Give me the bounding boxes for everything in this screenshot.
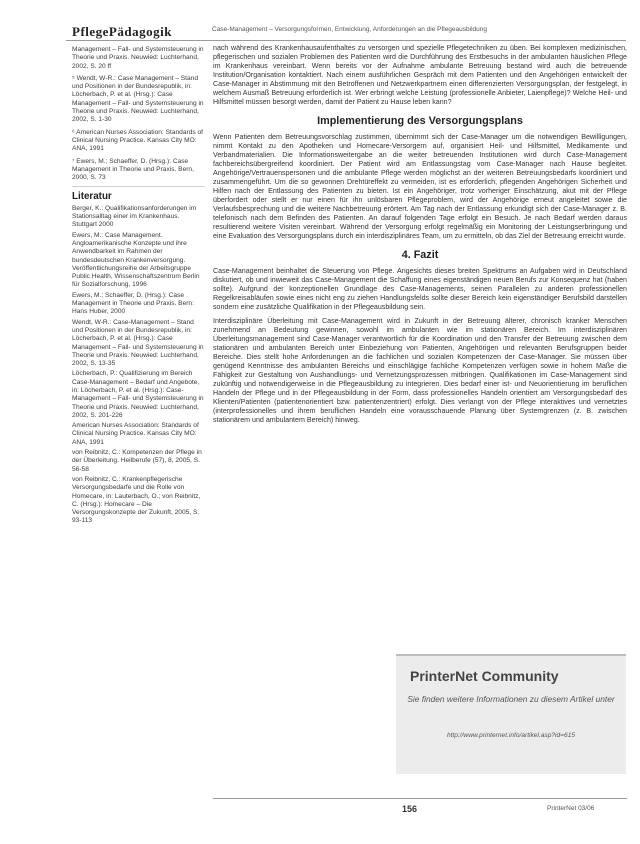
- reference-item: American Nurses Association: Standards of Clinical Nursing Practice. Kansas City MO: ANA, 1991: [72, 422, 199, 446]
- journal-issue: PrinterNet 03/06: [547, 805, 595, 812]
- sidebar-column: [72, 46, 205, 528]
- page-number: 156: [402, 804, 418, 814]
- implementation-paragraph: Wenn Patienten dem Betreuungsvorschlag zustimmen, übernimmt sich der Case-Manager um die notwendigen Bewilligungen, nimmt Kontakt zu den Apotheken und Homecare-Versorgern auf, organisiert Heil- und Hilfsmittel, Medikamente und Verbandmaterialien. Die Informationsweitergabe an die weiter betreuenden Institutionen wird durch Case-Management fachbereichsübergreifend koordiniert. Der Patient wird am Entlassungstag vom Case-Manager nach Hause begleitet. Angehörige/Vertrauenspersonen und die ambulante Pflege werden möglichst an der weiteren Betreuungsbedarfs koordiniert und zusammengeführt. Um die so gewonnen Drehtüreffekt zu vermeiden, ist es erforderlich, pflegenden Angehörigen Sicherheit und Hilfen nach der Entlassung des Patienten zu bieten. Ist ein Angehöriger, trotz vorheriger Einschätzung, akut mit der Pflege überfordert oder stellt er nur einen für ihn unlösbaren Pflegeproblem, wird der Angehörige erneut angeleitet sowie die Verlaufsbesprechung und die weitere Nachbetreuung erörtert. Am Tag nach der Entlassung erkundigt sich der Case-Manager z. B. telefonisch nach dem Befinden des Patienten. An darauf folgenden Tage erfolgt ein Besuch. Je nach Bedarf werden daraus resultierend weitere Visiten vereinbart. Während der Versorgung erfolgt regelmäßig ein Monitoring der Leistungserbringung und eine Evaluation des Versorgungsplans durch ein interdisziplinäres Team, um zu ermitteln, ob das Ziel der Betreuung erreicht wurde.: [213, 133, 627, 240]
- footnote: ⁶ American Nurses Association: Standards of Clinical Nursing Practice. Kansas City MO: ANA, 1991: [72, 128, 203, 153]
- printernet-info-box: [396, 654, 626, 774]
- info-box-title: PrinterNet Community: [410, 668, 559, 684]
- info-box-subtitle: Sie finden weitere Informationen zu diesem Artikel unter: [407, 694, 615, 704]
- info-box-link[interactable]: http://www.printernet.info/artikel.asp?id=615: [446, 732, 576, 739]
- reference-item: Ewers, M.; Schaeffer, D. (Hrsg.): Case Management in Theorie und Praxis. Bern: Hans Huber, 2000: [72, 291, 194, 316]
- literature-heading: Literatur: [72, 186, 205, 201]
- section-heading-fazit: 4. Fazit: [401, 249, 439, 261]
- fazit-paragraph: Interdisziplinäre Überleitung mit Case-Management wird in Zukunft in der Betreuung älterer, chronisch kranker Menschen zunehmend an Bedeutung gewinnen, sowohl im ambulanten wie im stationären Bereich. Im interdisziplinären Überleitungsmanagement sind Case-Manager verantwortlich für die Koordination und den Transfer der Betreuung zwischen dem stationären und ambulanten Bereich unter Einbeziehung von Patienten, Angehörigen und relevanten Berufsgruppen beider Bereiche. Dies stellt hohe Anforderungen an die fachlichen und sozialen Kompetenzen der Case-Manager. Sie müssen über genügend Kenntnisse des ambulanten Bereichs und einschlägige fachliche Kompetenzen verfügen sowie in hohem Maße die Fähigkeit zur Gestaltung von Aushandlungs- und Vernetzungsprozessen mitbringen. Qualifikationen im Case-Management sind zukünftig und notwendigerweise in die Pflegeausbildung zu integrieren. Dies bedarf einer ist- und Neuorientierung im beruflichen Handeln der Pflege und in der Pflegeausbildung in der Form, dass professionelles Handeln orientiert am Versorgungsbedarf des Klienten/Patienten (patientenorientiert bzw. patientenzentriert) erfolgt. Dies verlangt von der Pflege interaktives und vernetztes (interprofessionelles und ihrem beruflichen Handeln eine vorausschauende Planung über Systemgrenzen (z. B. zwischen stationärem und ambulantem Bereich) hinweg.: [213, 317, 627, 424]
- footnote: ⁵ Wendt, W-R.: Case Management – Stand und Positionen in der Bundesrepublik, in: Löcherbach, P. et al. (Hrsg.): Case Management – Fall- und Systemsteuerung in Theorie und Praxis. Neuwied: Luchterhand, 2002, S. 1-30: [72, 74, 204, 124]
- running-title: Case-Management – Versorgungsformen, Entwicklung, Anforderungen an die Pflegeausbildung: [212, 26, 487, 33]
- fazit-paragraph: Case-Management beinhaltet die Steuerung von Pflege. Angesichts dieses breiten Spektrums an Aufgaben wird in Deutschland diskutiert, ob und inwieweit das Case-Management die Schaffung eines eigenständigen neuen Berufs zur Konsequenz hat (haben sollte). Aufgrund der konzeptionellen Grundlage des Case-Managements, seinen Parallelen zu anderen professionellen Regelkreisabläufen sowie eines nicht eng zu ziehen Handlungsfelds sollte dieser Bereich kein eigenständiger Berufsbild darstellen sondern eine zusätzliche Qualifikation in der Pflegeausbildung sein.: [213, 267, 627, 311]
- reference-item: Löcherbach, P.: Qualifizierung im Bereich Case-Management – Bedarf und Angebote, in: Löcherbach, P. et al. (Hrsg.): Case-Management – Fall- und Systemsteuerung in Theorie und Praxis. Neuwied: Luchterhand, 2002, S. 201-226: [72, 370, 204, 419]
- reference-item: Berger, K.: Qualifikationsanforderungen im Stationsalltag einer im Krankenhaus. Stuttgart 2000: [72, 204, 197, 229]
- intro-paragraph: nach während des Krankenhausaufenthaltes zu versorgen und spezielle Pflegetechniken zu üben. Bei komplexen medizinischen, pflegerischen und sozialen Problemen des Patienten wird die Durchführung des Erstbesuchs in der ambulanten häuslichen Pflege im Krankenhaus vereinbart. Wenn bereits vor der Aufnahme ambulante Betreuung bestand wird auch die betreuende Institution/Organisation kontaktiert. Nach einem ausführlichen Gespräch mit dem Patienten und den Angehörigen entwickelt der Case-Manager in Abstimmung mit den Betroffenen und Netzwerkpartnern einen differenzierten Versorgungsplan, der festgelegt, in welchem Ausmaß Betreuung erforderlich ist. Wer erbringt welche Leistung (professionelle Anbieter, Laienpflege)? Welche Heil- und Hilfsmittel müssen besorgt werden, damit der Patient zu Hause leben kann?: [213, 44, 627, 106]
- reference-item: Wendt, W-R.: Case-Management – Stand und Positionen in der Bundesrepublik, in: Löcherbach, P. et al. (Hrsg.): Case Management – Fall- und Systemsteuerung in Theorie und Praxis. Neuwied: Luchterhand, 2002, S. 13-35: [72, 318, 204, 368]
- section-heading-implementation: Implementierung des Versorgungsplans: [317, 115, 523, 127]
- reference-item: von Reibnitz, C.: Kompetenzen der Pflege in der Überleitung. Heilberufe (57), 8, 2005, S. 56-58: [72, 449, 202, 473]
- footer-rule: [213, 798, 627, 799]
- footnote: Management – Fall- und Systemsteuerung in Theorie und Praxis. Neuwied: Luchterhand, 2002, S. 20 ff: [72, 46, 204, 70]
- reference-item: Ewers, M.: Case Management. Angloamerikanische Konzepte und ihre Anwendbarkeit im Rahmen der bundesdeutschen Krankenversorgung. Veröffentlichungsreihe der Arbeitsgruppe Public Health, Wissenschaftszentrum Berlin für Sozialforschung, 1996: [72, 231, 200, 289]
- reference-item: von Reibnitz, C.: Krankenpflegerische Versorgungsbedarfe und die Rolle von Homecare, in: Lauterbach, O.; von Reibnitz, C. (Hrsg.): Homecare – Die Versorgungskonzepte der Zukunft, 2005, S. 93-113: [72, 475, 201, 525]
- main-column: [213, 44, 627, 430]
- footnote: ⁷ Ewers, M.; Schaeffer, D. (Hrsg.): Case Management in Theorie und Praxis. Bern, 2000, S. 73: [72, 157, 194, 182]
- journal-brand: PflegePädagogik: [72, 24, 172, 39]
